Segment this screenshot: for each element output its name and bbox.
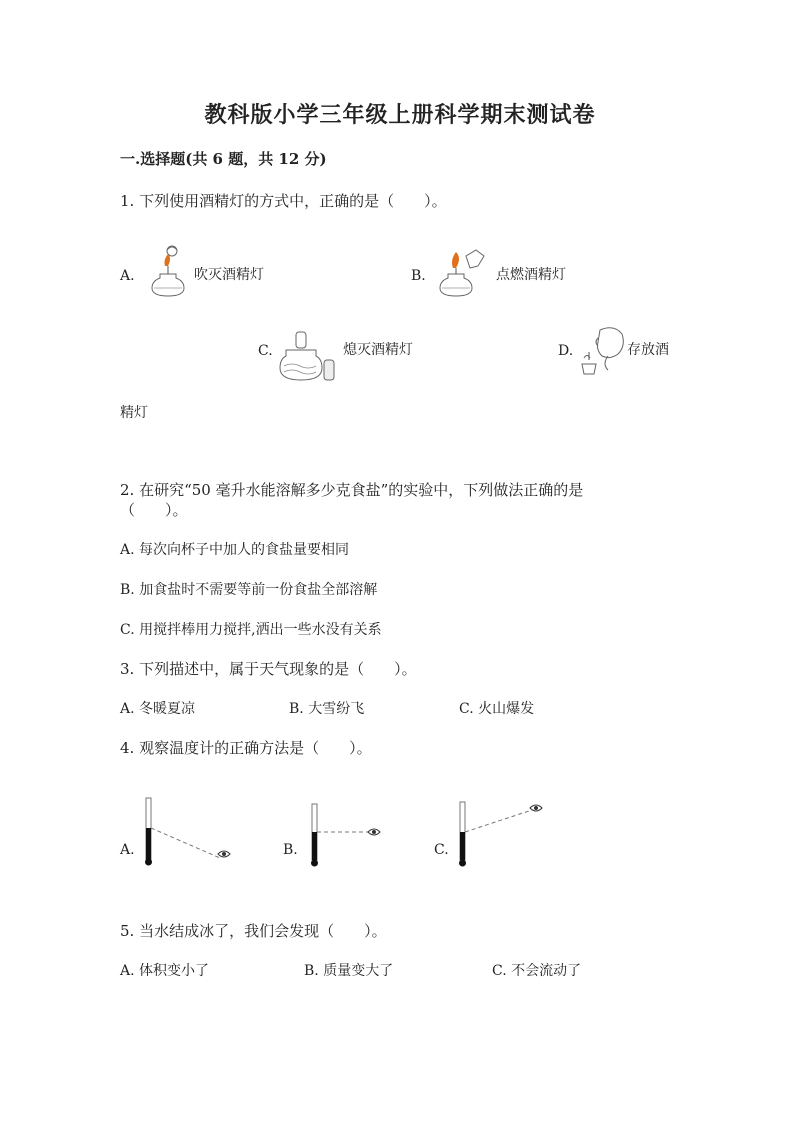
q1-option-b-text: 点燃酒精灯 — [496, 267, 566, 283]
q3-option-a[interactable]: A. 冬暖夏凉 — [120, 701, 196, 717]
person-smelling-lamp-icon — [578, 324, 628, 380]
section-heading: 一.选择题(共 6 题，共 12 分) — [120, 150, 327, 168]
q4-option-c[interactable]: C. — [434, 842, 449, 858]
q4-option-b[interactable]: B. — [283, 842, 298, 858]
q1-option-c-letter[interactable]: C. — [258, 343, 273, 359]
thermometer-view-from-below-icon — [140, 796, 240, 872]
q2-option-c[interactable]: C. 用搅拌棒用力搅拌,洒出一些水没有关系 — [120, 622, 382, 638]
q5-option-a[interactable]: A. 体积变小了 — [120, 963, 210, 979]
question-2-stem-cont: （ ）。 — [120, 501, 188, 519]
q1-option-d-text: 存放酒 — [627, 342, 669, 358]
q5-option-c[interactable]: C. 不会流动了 — [492, 963, 582, 979]
q1-option-d-letter[interactable]: D. — [558, 343, 574, 359]
alcohol-lamp-extinguish-icon — [278, 330, 340, 386]
q3-option-b[interactable]: B. 大雪纷飞 — [289, 701, 365, 717]
q1-option-c-text: 熄灭酒精灯 — [343, 342, 413, 358]
q4-option-a[interactable]: A. — [120, 842, 135, 858]
q1-option-a-text: 吹灭酒精灯 — [194, 267, 264, 283]
thermometer-view-level-icon — [306, 802, 396, 872]
page-title: 教科版小学三年级上册科学期末测试卷 — [204, 102, 596, 128]
q1-option-d-wrap: 精灯 — [120, 405, 148, 421]
q1-option-a-letter[interactable]: A. — [120, 268, 135, 284]
question-2-stem: 2. 在研究“50 毫升水能溶解多少克食盐”的实验中，下列做法正确的是 — [120, 481, 584, 499]
q5-option-b[interactable]: B. 质量变大了 — [304, 963, 394, 979]
question-5-stem: 5. 当水结成冰了，我们会发现（ ）。 — [120, 922, 387, 940]
q1-option-b-letter[interactable]: B. — [411, 268, 426, 284]
thermometer-view-from-above-icon — [454, 796, 554, 872]
question-3-stem: 3. 下列描述中，属于天气现象的是（ ）。 — [120, 660, 417, 678]
question-1-stem: 1. 下列使用酒精灯的方式中，正确的是（ ）。 — [120, 192, 447, 210]
q2-option-a[interactable]: A. 每次向杯子中加人的食盐量要相同 — [120, 542, 350, 558]
question-4-stem: 4. 观察温度计的正确方法是（ ）。 — [120, 739, 372, 757]
alcohol-lamp-blow-icon — [146, 244, 190, 302]
alcohol-lamp-ignite-icon — [436, 246, 488, 302]
q3-option-c[interactable]: C. 火山爆发 — [459, 701, 535, 717]
q2-option-b[interactable]: B. 加食盐时不需要等前一份食盐全部溶解 — [120, 582, 378, 598]
